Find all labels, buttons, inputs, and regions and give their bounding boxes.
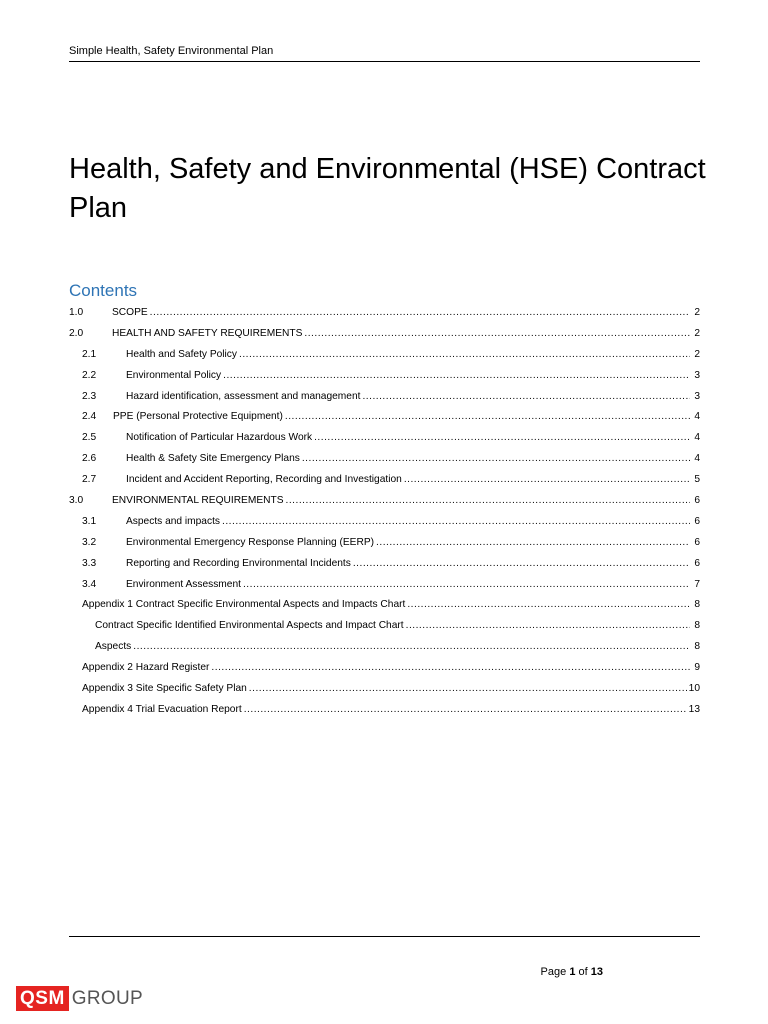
toc-entry[interactable]: [69, 407, 700, 428]
toc-entry-page: 13: [688, 703, 700, 715]
toc-entry-title: Environmental Emergency Response Planning (EERP): [126, 536, 375, 548]
page-total: 13: [590, 966, 603, 978]
toc-entry-number: 2.4: [82, 411, 97, 423]
toc-dot-leader: [223, 366, 690, 387]
toc-entry-appendix[interactable]: [69, 700, 700, 721]
toc-dot-leader: [239, 345, 690, 366]
toc-entry-page: 4: [694, 453, 700, 465]
toc-entry-page: 8: [694, 620, 700, 632]
page-current: 1: [569, 966, 576, 978]
toc-dot-leader: [211, 658, 690, 679]
toc-dot-leader: [362, 387, 690, 408]
toc-entry-page: 10: [688, 683, 700, 695]
toc-entry-number: 3.0: [69, 495, 84, 507]
toc-entry-page: 6: [694, 536, 700, 548]
page-label: Page: [540, 966, 567, 978]
toc-entry-page: 5: [694, 474, 700, 486]
toc-entry-title: Environment Assessment: [126, 578, 241, 590]
toc-entry[interactable]: [69, 324, 700, 345]
logo-word: GROUP: [71, 988, 143, 1009]
toc-dot-leader: [406, 616, 690, 637]
toc-dot-leader: [222, 512, 690, 533]
toc-entry-page: 3: [694, 369, 700, 381]
toc-entry-page: 3: [694, 390, 700, 402]
toc-entry-title: Appendix 1 Contract Specific Environmental Aspects and Impacts Chart: [82, 599, 406, 611]
toc-entry-page: 2: [694, 307, 700, 318]
footer-divider: [69, 936, 700, 937]
toc-entry-title: ENVIRONMENTAL REQUIREMENTS: [112, 495, 284, 507]
toc-dot-leader: [249, 679, 687, 700]
toc-entry[interactable]: [69, 428, 700, 449]
toc-entry-title: Aspects and impacts: [126, 515, 220, 527]
toc-entry-number: 2.7: [82, 474, 97, 486]
header-divider: [69, 61, 700, 62]
toc-entry-page: 2: [694, 327, 700, 339]
toc-entry[interactable]: [69, 449, 700, 470]
toc-entry-title: Appendix 3 Site Specific Safety Plan: [82, 683, 247, 695]
toc-entry-title: PPE (Personal Protective Equipment): [113, 411, 283, 423]
toc-dot-leader: [353, 554, 690, 575]
toc-entry-page: 4: [694, 432, 700, 444]
toc-entry-number: 2.2: [82, 369, 97, 381]
toc-entry-title: Aspects: [95, 641, 132, 653]
toc-entry[interactable]: [69, 533, 700, 554]
toc-entry-number: 3.4: [82, 578, 97, 590]
toc-entry-number: 2.1: [82, 348, 97, 360]
toc-entry-appendix[interactable]: [69, 595, 700, 616]
toc-entry-page: 4: [694, 411, 700, 423]
toc-entry-number: 3.1: [82, 515, 97, 527]
toc-entry-number: 2.5: [82, 432, 97, 444]
toc-entry[interactable]: [69, 575, 700, 596]
toc-entry-title: Environmental Policy: [126, 369, 222, 381]
toc-entry-number: 2.6: [82, 453, 97, 465]
logo-mark: QSM: [16, 986, 69, 1011]
toc-entry-appendix[interactable]: [69, 679, 700, 700]
toc-entry-title: Appendix 4 Trial Evacuation Report: [82, 703, 242, 715]
toc-entry-page: 7: [694, 578, 700, 590]
toc-entry-title: SCOPE: [112, 307, 148, 318]
toc-entry-appendix[interactable]: [69, 658, 700, 679]
table-of-contents: [69, 303, 700, 721]
contents-heading: Contents: [69, 281, 138, 300]
toc-dot-leader: [404, 470, 690, 491]
toc-dot-leader: [286, 491, 690, 512]
toc-entry-title: Health and Safety Policy: [126, 348, 237, 360]
toc-entry-number: 3.2: [82, 536, 97, 548]
toc-dot-leader: [285, 407, 690, 428]
toc-entry-title: HEALTH AND SAFETY REQUIREMENTS: [112, 327, 303, 339]
toc-entry[interactable]: [69, 387, 700, 408]
toc-entry-page: 6: [694, 495, 700, 507]
toc-entry-subsection[interactable]: [69, 637, 700, 658]
toc-entry-number: 2.0: [69, 327, 84, 339]
toc-entry-page: 9: [694, 662, 700, 674]
toc-entry-title: Contract Specific Identified Environmental Aspects and Impact Chart: [95, 620, 404, 632]
toc-dot-leader: [133, 637, 690, 658]
toc-entry-number: 3.3: [82, 557, 97, 569]
toc-entry-title: Appendix 2 Hazard Register: [82, 662, 210, 674]
toc-entry-page: 8: [694, 599, 700, 611]
toc-dot-leader: [304, 324, 690, 345]
toc-dot-leader: [244, 700, 687, 721]
toc-entry-title: Health & Safety Site Emergency Plans: [126, 453, 300, 465]
document-title: Health, Safety and Environmental (HSE) Contract Plan: [69, 153, 706, 224]
page-number: [541, 965, 603, 979]
toc-entry-page: 6: [694, 515, 700, 527]
toc-entry-page: 2: [694, 348, 700, 360]
toc-entry[interactable]: [69, 366, 700, 387]
toc-dot-leader: [407, 595, 690, 616]
toc-entry[interactable]: [69, 345, 700, 366]
toc-entry-number: 1.0: [69, 307, 84, 318]
toc-entry-title: Incident and Accident Reporting, Recording and Investigation: [126, 474, 402, 486]
toc-entry-title: Notification of Particular Hazardous Work: [126, 432, 313, 444]
toc-entry[interactable]: [69, 303, 700, 324]
toc-entry-subsection[interactable]: [69, 616, 700, 637]
toc-entry[interactable]: [69, 554, 700, 575]
toc-entry-number: 2.3: [82, 390, 97, 402]
toc-dot-leader: [314, 428, 690, 449]
page-of-label: of: [578, 966, 588, 978]
running-header: Simple Health, Safety Environmental Plan: [69, 45, 274, 57]
toc-dot-leader: [302, 449, 690, 470]
qsm-group-logo: [16, 986, 143, 1011]
toc-dot-leader: [150, 303, 690, 324]
toc-entry-page: 6: [694, 557, 700, 569]
toc-entry[interactable]: [69, 512, 700, 533]
toc-entry[interactable]: [69, 470, 700, 491]
toc-dot-leader: [376, 533, 690, 554]
toc-dot-leader: [243, 575, 690, 596]
toc-entry-title: Reporting and Recording Environmental Incidents: [126, 557, 351, 569]
toc-entry[interactable]: [69, 491, 700, 512]
toc-entry-title: Hazard identification, assessment and management: [126, 390, 361, 402]
toc-entry-page: 8: [694, 641, 700, 653]
